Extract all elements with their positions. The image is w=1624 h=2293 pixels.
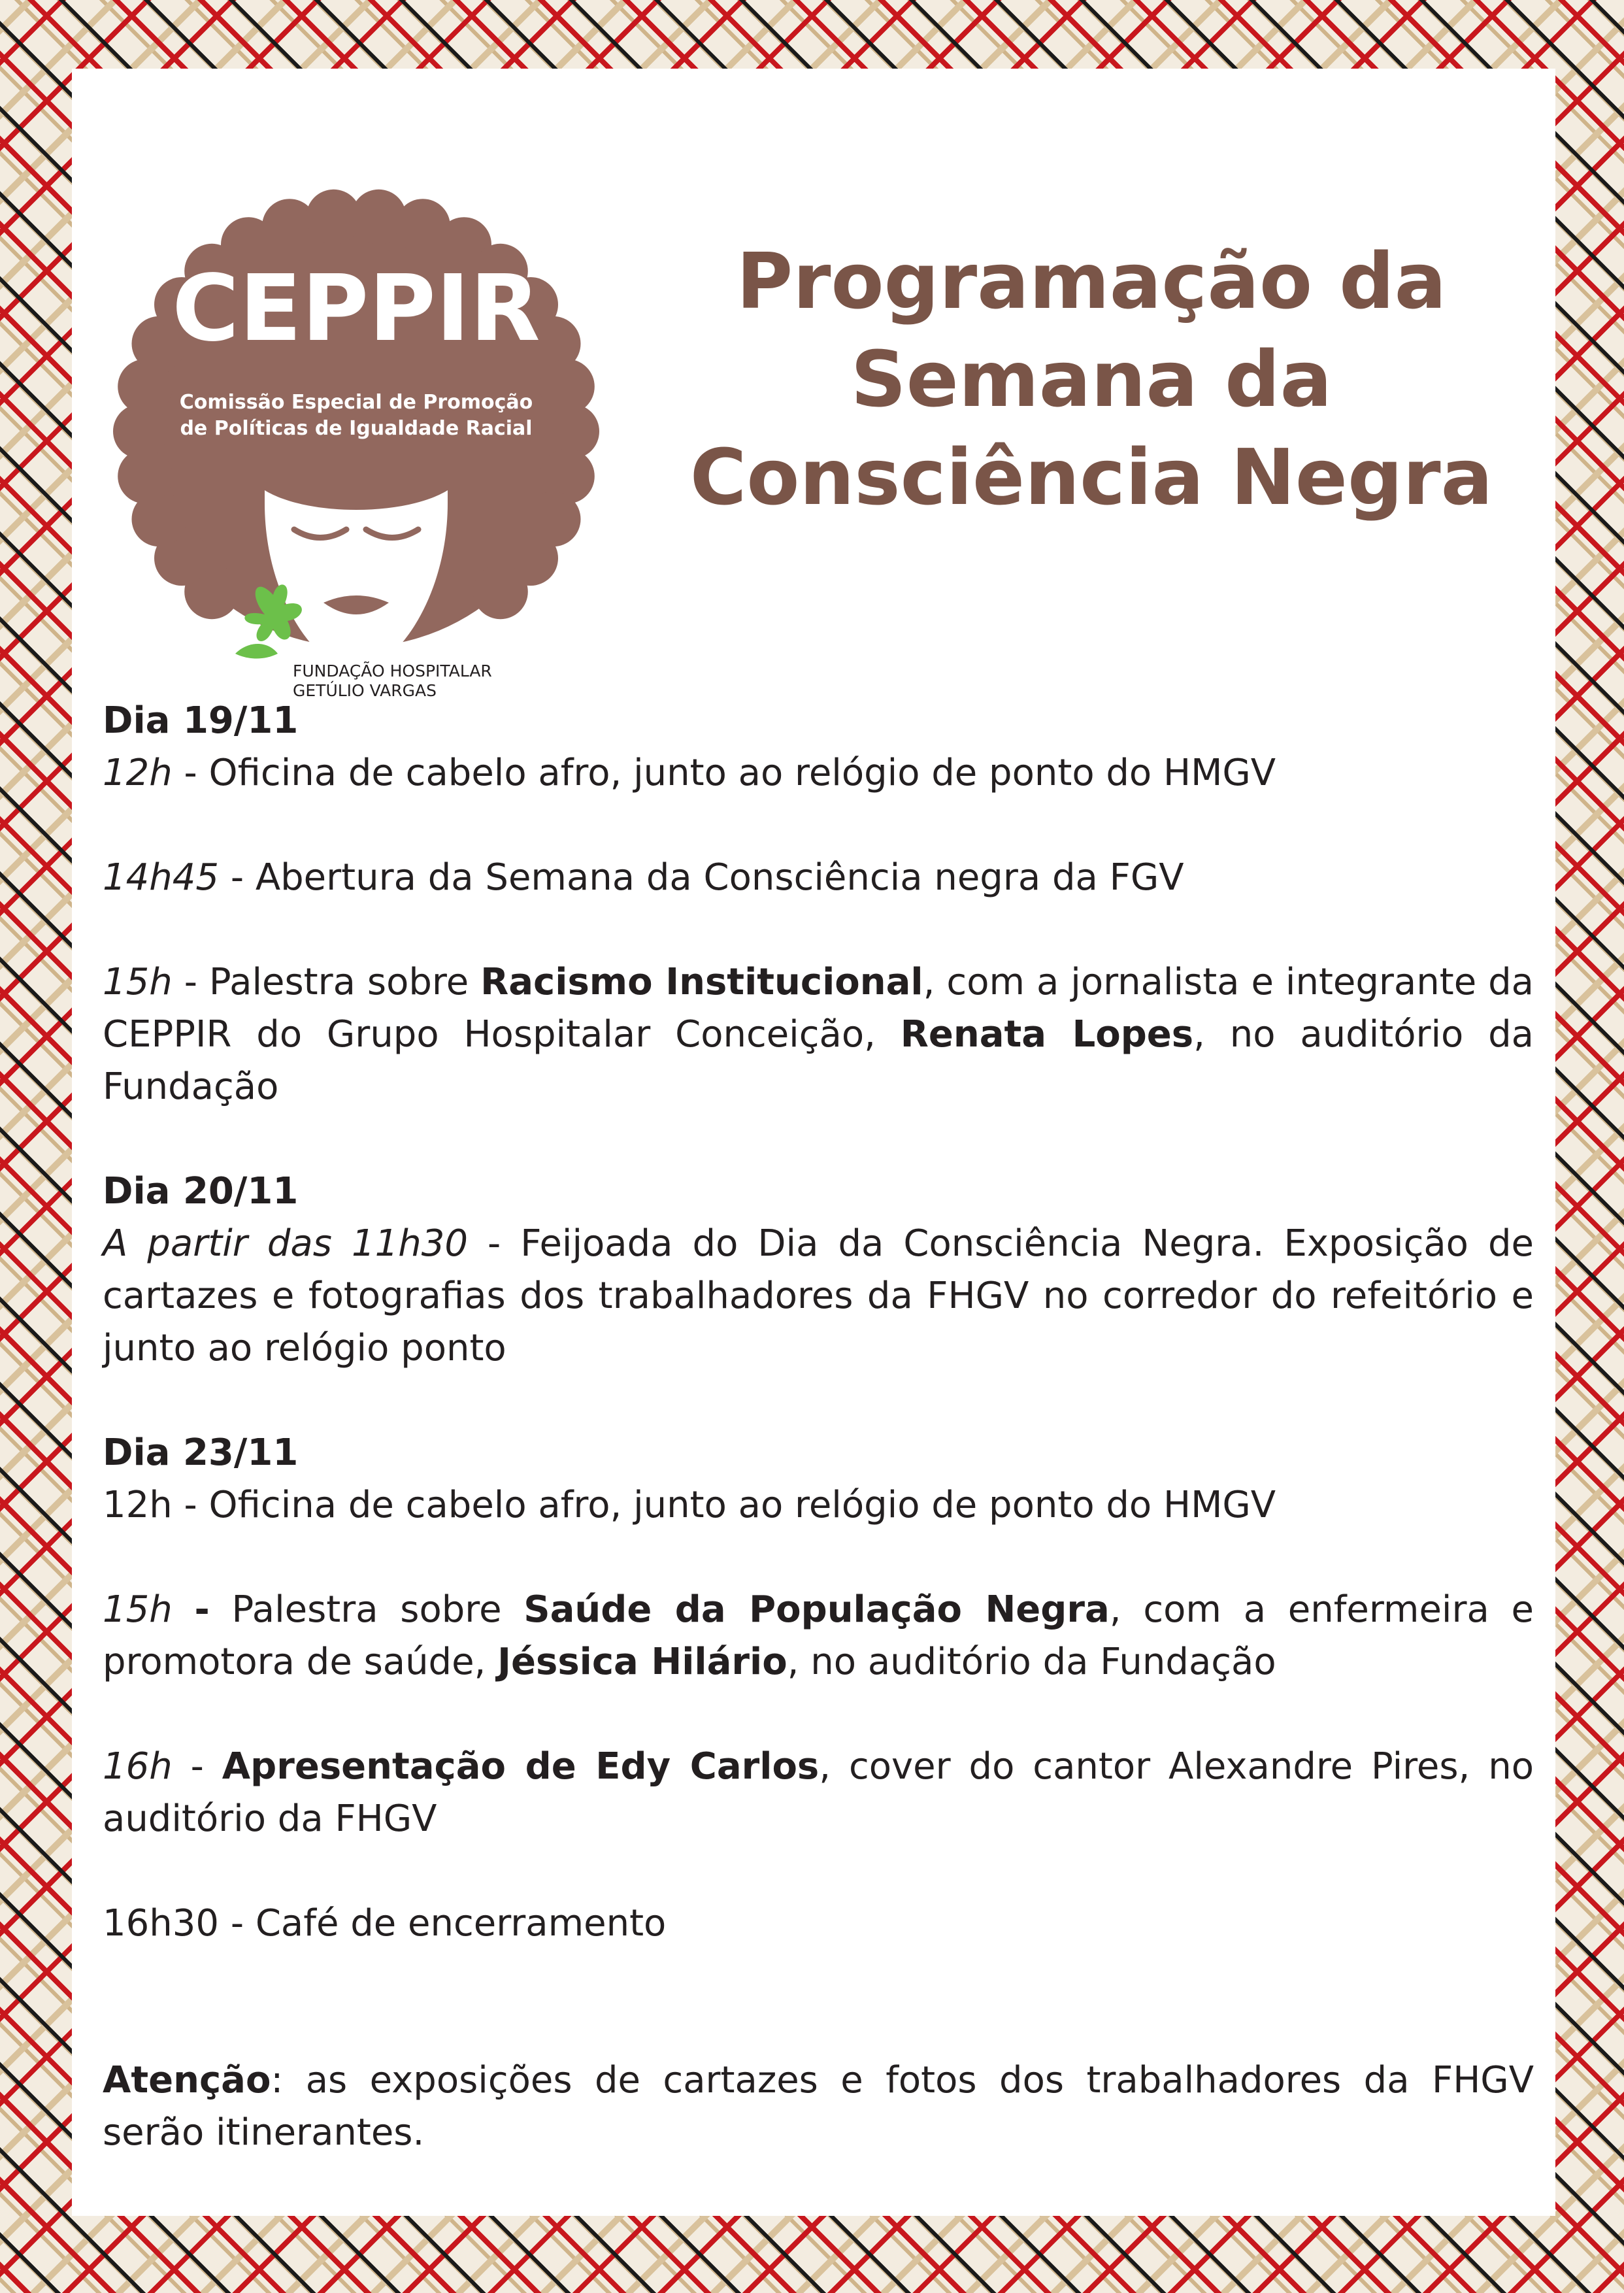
org-name-line1: FUNDAÇÃO HOSPITALAR (293, 661, 492, 680)
event-highlight: Apresentação de Edy Carlos (222, 1745, 820, 1788)
event-time: 15h (103, 1588, 173, 1631)
notice-text: : as exposições de cartazes e fotos dos trabalhadores da FHGV serão itinerantes. (103, 2059, 1534, 2154)
logo-subtitle-line2: de Políticas de Igualdade Racial (180, 417, 533, 440)
title-line-1: Programação da (736, 236, 1447, 326)
day-heading: Dia 20/11 (103, 1170, 299, 1213)
face-illustration (265, 490, 448, 673)
spacer (103, 1688, 1534, 1741)
event-time: A partir das 11h30 (103, 1222, 468, 1265)
schedule (103, 695, 1534, 2159)
event-highlight: Racismo Institucional (480, 961, 923, 1003)
logo-title: CEPPIR (172, 256, 540, 362)
event-text: , com a enfermeira e promotora de saúde, (103, 1588, 1534, 1683)
event-time: 16h (103, 1745, 173, 1788)
event-time: 12h (103, 1484, 173, 1526)
schedule-event (103, 747, 1534, 799)
spacer (103, 1950, 1534, 2054)
day-heading: Dia 19/11 (103, 699, 299, 742)
spacer (103, 1375, 1534, 1427)
event-text: , com a jornalista e integrante da CEPPIR do Grupo Hospitalar Conceição, (103, 961, 1534, 1056)
spacer (103, 799, 1534, 852)
schedule-event (103, 1479, 1534, 1531)
schedule-event (103, 1584, 1534, 1688)
schedule-event (103, 1741, 1534, 1845)
event-time: 14h45 (103, 856, 220, 899)
event-text: - Oficina de cabelo afro, junto ao relógio de ponto do HMGV (172, 1484, 1276, 1526)
event-text: - Palestra sobre (194, 1588, 524, 1631)
event-text: - (172, 1745, 222, 1788)
spacer (103, 1845, 1534, 1898)
event-highlight: Renata Lopes (900, 1013, 1194, 1056)
schedule-event (103, 956, 1534, 1113)
org-name-line2: GETÚLIO VARGAS (293, 681, 437, 700)
event-text: , no auditório da Fundação (787, 1641, 1276, 1683)
ceppir-logo (98, 137, 614, 712)
title-line-2: Semana da (850, 334, 1333, 424)
event-time: 16h30 (103, 1902, 220, 1945)
event-time: 12h (103, 752, 173, 794)
page-title (634, 232, 1549, 526)
event-highlight: Jéssica Hilário (497, 1641, 787, 1683)
title-line-3: Consciência Negra (689, 432, 1493, 522)
event-time: 15h (103, 961, 173, 1003)
notice-label: Atenção (103, 2059, 271, 2101)
day-heading: Dia 23/11 (103, 1431, 299, 1474)
schedule-event (103, 1898, 1534, 1950)
notice (103, 2054, 1534, 2159)
event-text: - Oficina de cabelo afro, junto ao relógio de ponto do HMGV (172, 752, 1276, 794)
event-text: , no auditório da Fundação (103, 1013, 1534, 1108)
logo-subtitle-line1: Comissão Especial de Promoção (179, 391, 533, 414)
spacer (103, 1531, 1534, 1584)
event-text: - Café de encerramento (219, 1902, 667, 1945)
schedule-event (103, 852, 1534, 904)
content-panel (72, 69, 1555, 2216)
event-text: , cover do cantor Alexandre Pires, no auditório da FHGV (103, 1745, 1534, 1840)
event-text: - Abertura da Semana da Consciência negra da FGV (219, 856, 1184, 899)
schedule-event (103, 1218, 1534, 1375)
event-text: - Feijoada do Dia da Consciência Negra. Exposição de cartazes e fotografias dos trabalhadores da FHGV no corredor do refeitório e junto ao relógio ponto (103, 1222, 1534, 1369)
event-highlight: Saúde da População Negra (523, 1588, 1110, 1631)
event-text: - Palestra sobre (172, 961, 481, 1003)
spacer (103, 904, 1534, 956)
spacer (103, 1113, 1534, 1165)
